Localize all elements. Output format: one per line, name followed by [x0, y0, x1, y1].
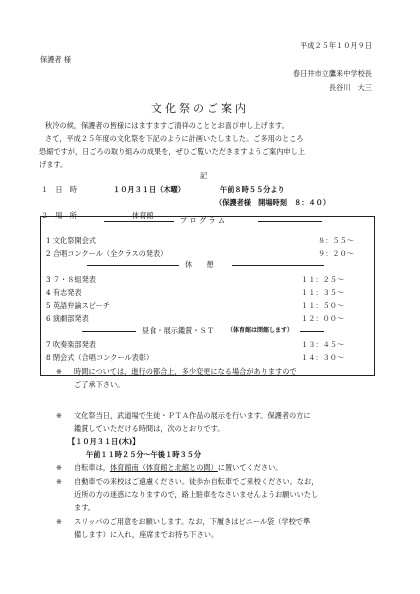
car-line-1: 自動車での来校はご遠慮ください。徒歩か自転車でご来校ください。なお， — [74, 477, 319, 486]
car-line-3: ます。 — [74, 503, 95, 512]
program-item-name: 7 吹奏楽部発表 — [46, 340, 96, 349]
bicycle-place: 体育館南（体育館と北館との間） — [109, 463, 218, 472]
program-note-line-2: ご了承下さい。 — [74, 380, 125, 389]
lunch-rule-right — [300, 331, 324, 332]
program-item-name: 3 ７・８組発表 — [46, 275, 96, 284]
break-label: 休 憩 — [185, 260, 214, 269]
venue-label: ２ 場 所 — [41, 211, 77, 220]
lunch-label: 昼食・展示鑑賞・ＳＴ — [142, 326, 214, 335]
exhibit-line-2: 鑑賞していただける時間は，次のとおりです。 — [74, 424, 225, 433]
note-mark: ※ — [56, 411, 63, 420]
program-item-time: ８：５５～ — [318, 236, 354, 245]
intro-line-4: げます。 — [39, 160, 68, 169]
exhibit-time: 午前１１時２５分～午後１時３５分 — [86, 450, 202, 459]
program-item-name: 4 有志発表 — [46, 288, 82, 297]
program-heading-rule-right — [258, 221, 322, 222]
program-item-time: １１：２５～ — [301, 275, 345, 284]
exhibit-date: 【１０月３１日(木)】 — [68, 437, 140, 446]
program-heading: プ ロ グ ラ ム — [180, 216, 226, 225]
program-item-time: １１：３５～ — [301, 288, 345, 297]
bicycle-note — [74, 464, 282, 471]
program-heading-rule-left — [104, 221, 174, 222]
note-mark: ※ — [56, 477, 63, 486]
lunch-rule-left — [82, 331, 136, 332]
program-item-name: 6 演劇部発表 — [46, 314, 89, 323]
program-item-time: １１：５０～ — [301, 301, 345, 310]
note-mark: ※ — [56, 463, 63, 472]
recipient: 保護者 様 — [40, 55, 72, 64]
event-date: １０月３１日（木曜） — [113, 185, 185, 194]
program-item-name: 8 閉会式（合唱コンクール表彰） — [46, 353, 154, 362]
slipper-line-1: スリッパのご用意をお願いします。なお，下履きはビニール袋（学校で準 — [74, 517, 311, 526]
break-rule-right — [232, 265, 324, 266]
lunch-note: （体育館は閉館します） — [227, 327, 294, 334]
bicycle-suffix: に置いてください。 — [217, 463, 283, 472]
bicycle-prefix: 自転車は， — [74, 463, 110, 472]
program-item-time: １４：３０～ — [301, 353, 345, 362]
parent-open-time: （保護者様 開場時刻 ８：４０） — [215, 198, 331, 207]
intro-line-2: さて，平成２５年度の文化祭を下記のように計画いたしました。ご多用のところ — [45, 134, 304, 143]
program-note-line-1: 時間については，進行の都合上，多少変更になる場合がありますので — [74, 367, 297, 376]
venue-value: 体育館 — [132, 211, 154, 220]
intro-line-3: 恐縮ですが，日ごろの取り組みの成果を，ぜひご覧いただきますようご案内申し上 — [39, 147, 305, 156]
school-name: 春日井市立鷹来中学校長 — [292, 69, 372, 78]
ki-mark: 記 — [200, 171, 208, 180]
program-item-name: 1 文化祭開会式 — [46, 236, 96, 245]
page-title: 文化祭のご案内 — [151, 102, 249, 115]
slipper-line-2: 備します）に入れ，座席までお持ち下さい。 — [74, 530, 219, 539]
program-item-time: ９：２０～ — [318, 249, 354, 258]
car-line-2: 近所の方の迷惑になりますので，路上駐車をなさいませんようお願いいたし — [74, 490, 319, 499]
program-item-name: 2 合唱コンクール（全クラスの発表） — [46, 249, 168, 258]
start-time: 午前８時５５分より — [220, 185, 285, 194]
program-note-mark: ※ — [56, 367, 63, 376]
intro-line-1: 秋冷の候，保護者の皆様にはますますご清祥のこととお喜び申し上げます。 — [45, 121, 289, 130]
datetime-label: １ 日 時 — [41, 185, 77, 194]
break-rule-left — [87, 265, 179, 266]
document-date: 平成２５年１０月９日 — [300, 41, 372, 50]
program-item-time: １２：００～ — [301, 314, 345, 323]
program-item-name: 5 英語弁論スピーチ — [46, 301, 111, 310]
exhibit-line-1: 文化祭当日，武道場で生徒・ＰＴＡ作品の展示を行います。保護者の方に — [74, 411, 311, 420]
program-item-time: １３：４５～ — [301, 340, 345, 349]
note-mark: ※ — [56, 517, 63, 526]
principal-name: 長谷川 大三 — [328, 83, 372, 92]
